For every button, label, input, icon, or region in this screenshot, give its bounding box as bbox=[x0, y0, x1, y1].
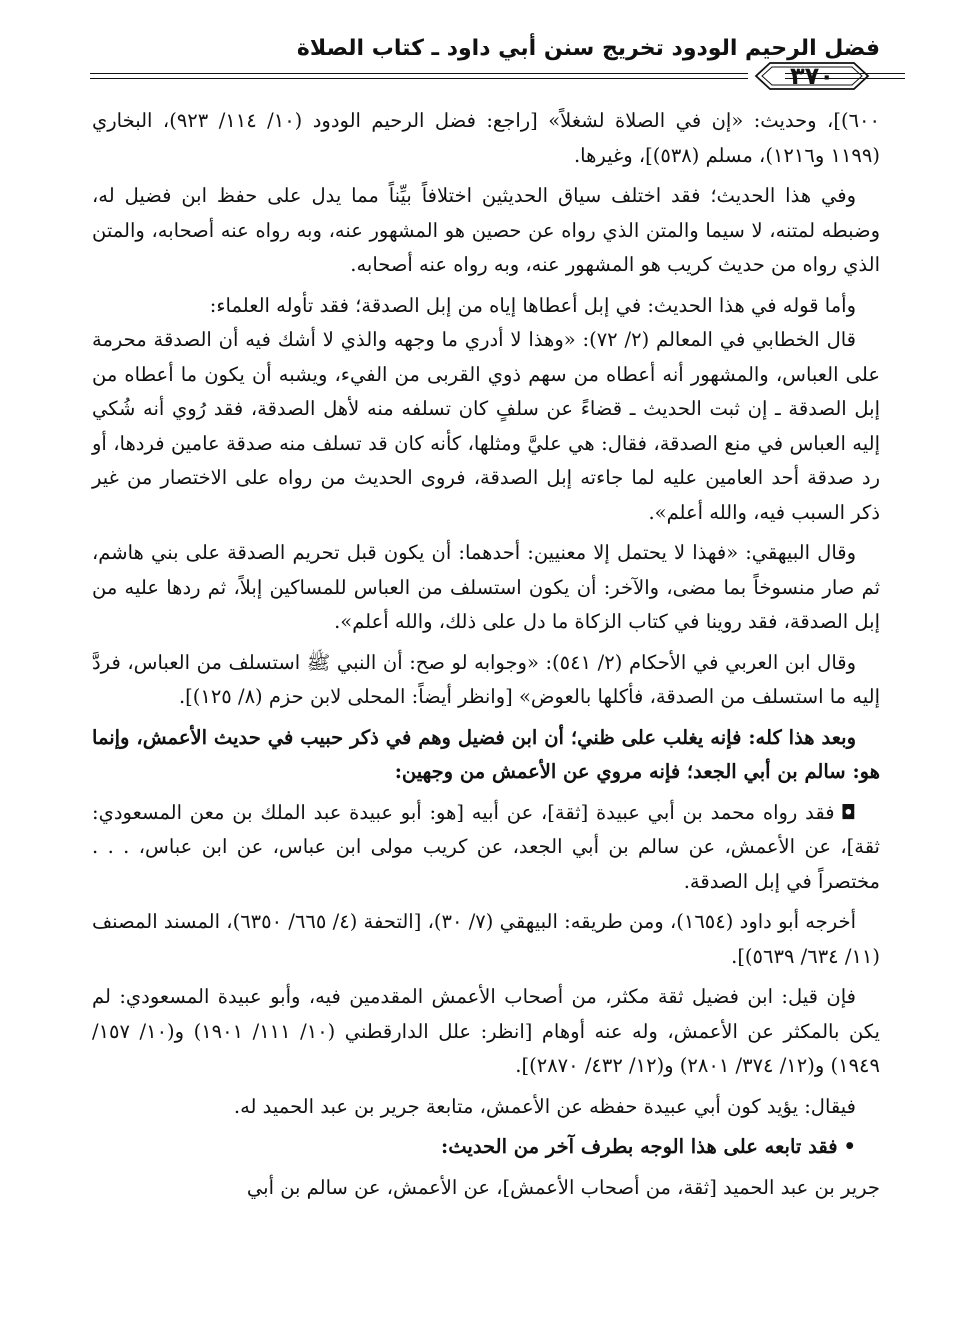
paragraph: وأما قوله في هذا الحديث: في إبل أعطاها إياه من إبل الصدقة؛ فقد تأوله العلماء: bbox=[209, 293, 856, 317]
paragraph-text: فقد تابعه على هذا الوجه بطرف آخر من الحديث: bbox=[441, 1135, 838, 1158]
paragraph: وفي هذا الحديث؛ فقد اختلف سياق الحديثين اختلافاً بيِّناً مما يدل على حفظ ابن فضيل له، وضبطه لمتنه، لا سيما والمتن الذي رواه عن حصين هو المشهور عنه، وبه رواه عنه أصحابه، والمتن الذي رواه من حديث كريب هو المشهور عنه، وبه رواه عنه أصحابه. bbox=[92, 184, 880, 276]
header-rule-right bbox=[785, 73, 905, 79]
header-rule-left bbox=[90, 73, 748, 79]
header-rule bbox=[90, 62, 905, 90]
paragraph: جرير بن عبد الحميد [ثقة، من أصحاب الأعمش]، عن الأعمش، عن سالم بن أبي bbox=[246, 1175, 880, 1199]
paragraph bbox=[92, 796, 880, 900]
paragraph: ٦٠٠)]، وحديث: «إن في الصلاة لشغلاً» [راجع: فضل الرحيم الودود (١٠/ ١١٤/ ٩٢٣)، البخاري (١١٩٩ و١٢١٦)، مسلم (٥٣٨)]، وغيرها. bbox=[92, 109, 880, 167]
paragraph: أخرجه أبو داود (١٦٥٤)، ومن طريقه: البيهقي (٧/ ٣٠)، [التحفة (٤/ ٦٦٥/ ٦٣٥٠)، المسند المصنف (١١/ ٦٣٤/ ٥٦٣٩)]. bbox=[92, 910, 880, 968]
paragraph: فيقال: يؤيد كون أبي عبيدة حفظه عن الأعمش، متابعة جرير بن عبد الحميد له. bbox=[233, 1094, 856, 1118]
paragraph bbox=[92, 1130, 880, 1165]
paragraph: فإن قيل: ابن فضيل ثقة مكثر، من أصحاب الأعمش المقدمين فيه، وأبو عبيدة المسعودي: لم يكن بالمكثر عن الأعمش، وله عنه أوهام [انظر: علل الدارقطني (١٠/ ١١١/ ١٩٠١) و(١٠/ ١٥٧/ ١٩٤٩) و(١٢/ ٣٧٤/ ٢٨٠١) و(١٢/ ٤٣٢/ ٢٨٧٠)]. bbox=[92, 985, 880, 1077]
running-title: فضل الرحيم الودود تخريج سنن أبي داود ـ كتاب الصلاة bbox=[296, 35, 880, 61]
paragraph: وقال ابن العربي في الأحكام (٢/ ٥٤١): «وجوابه لو صح: أن النبي ﷺ استسلف من العباس، فردَّ إليه ما استسلف من الصدقة، فأكلها بالعوض» [وانظر أيضاً: المحلى لابن حزم (٨/ ١٢٥)]. bbox=[92, 650, 880, 708]
paragraph: وقال البيهقي: «فهذا لا يحتمل إلا معنيين: أحدهما: أن يكون قبل تحريم الصدقة على بني هاشم، ثم صار منسوخاً بما مضى، والآخر: أن يكون استسلف من العباس للمساكين إبلاً، ثم ردها عليه من إبل الصدقة، فقد روينا في كتاب الزكاة ما دل على ذلك، والله أعلم». bbox=[92, 541, 880, 633]
page-number: ٣٧٠ bbox=[790, 62, 834, 90]
body-text bbox=[92, 104, 880, 1205]
paragraph-text: فقد رواه محمد بن أبي عبيدة [ثقة]، عن أبيه [هو: أبو عبيدة عبد الملك بن معن المسعودي: ثقة]، عن الأعمش، عن سالم بن أبي الجعد، عن كريب مولى ابن عباس، عن ابن عباس، . . . مختصراً في إبل الصدقة. bbox=[92, 800, 880, 893]
paragraph: وبعد هذا كله: فإنه يغلب على ظني؛ أن ابن فضيل وهم في ذكر حبيب في حديث الأعمش، وإنما هو: سالم بن أبي الجعد؛ فإنه مروي عن الأعمش من وجهين: bbox=[92, 725, 880, 783]
bullet-marker: • bbox=[843, 1135, 856, 1158]
paragraph: قال الخطابي في المعالم (٢/ ٧٢): «وهذا لا أدري ما وجهه والذي لا أشك فيه أن الصدقة محرمة على العباس، والمشهور أنه أعطاه من سهم ذوي القربى من الفيء، ويشبه أن يكون ما أعطاه من إبل الصدقة ـ إن ثبت الحديث ـ قضاءً عن سلفٍ كان تسلفه منه لأهل الصدقة، فقد رُوي أنه شُكي إليه العباس في منع الصدقة، فقال: هي عليَّ ومثلها، كأنه كان قد تسلف منه صدقة عامين فردها، أو رد صدقة أحد العامين عليه لما جاءته إبل الصدقة، فروى الحديث من رواه على الاختصار من غير ذكر السبب فيه، والله أعلم». bbox=[92, 328, 880, 524]
bullet-marker: ◘ bbox=[840, 800, 856, 824]
